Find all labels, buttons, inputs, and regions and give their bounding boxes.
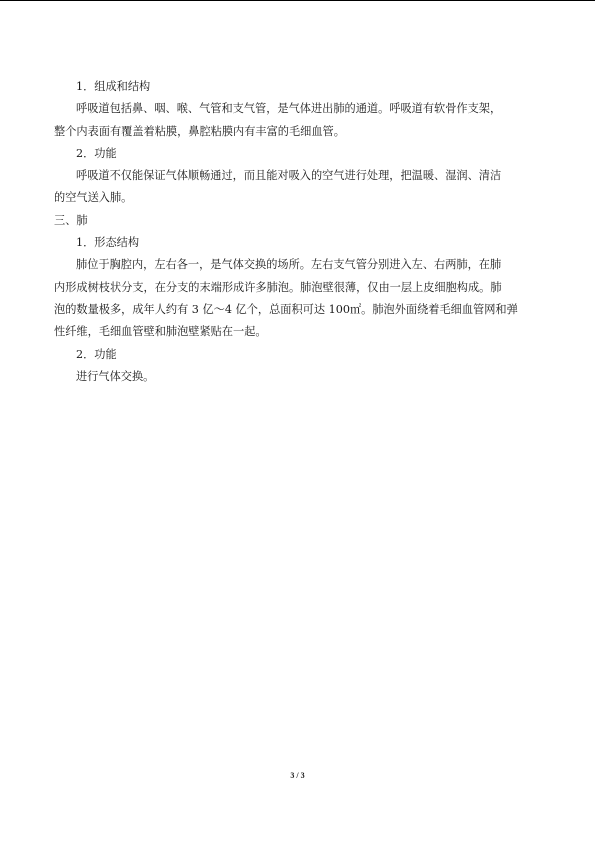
line-6: 的空气送入肺。 bbox=[54, 191, 133, 205]
line-12: 性纤维，毛细血管壁和肺泡壁紧贴在一起。 bbox=[54, 325, 267, 339]
line-10: 内形成树枝状分支，在分支的末端形成许多肺泡。肺泡壁很薄，仅由一层上皮细胞构成。肺 bbox=[54, 280, 502, 294]
line-9: 肺位于胸腔内，左右各一，是气体交换的场所。左右支气管分别进入左、右两肺，在肺 bbox=[76, 258, 502, 272]
header-rule bbox=[0, 0, 595, 1]
page-number: 3 / 3 bbox=[290, 771, 305, 780]
line-8: 1．形态结构 bbox=[76, 236, 140, 250]
line-7: 三、肺 bbox=[54, 213, 88, 227]
line-2: 呼吸道包括鼻、咽、喉、气管和支气管，是气体进出肺的通道。呼吸道有软骨作支架， bbox=[76, 102, 502, 116]
line-5: 呼吸道不仅能保证气体顺畅通过，而且能对吸入的空气进行处理，把温暖、湿润、清洁 bbox=[76, 169, 502, 183]
document-body bbox=[54, 76, 544, 388]
line-1: 1．组成和结构 bbox=[76, 80, 151, 93]
line-11: 泡的数量极多，成年人约有 3 亿～4 亿个，总面积可达 100㎡。肺泡外面绕着毛细血管网和弹 bbox=[54, 302, 518, 316]
line-14: 进行气体交换。 bbox=[76, 369, 155, 383]
line-3: 整个内表面有覆盖着粘膜，鼻腔粘膜内有丰富的毛细血管。 bbox=[54, 124, 345, 138]
line-13: 2．功能 bbox=[76, 347, 117, 361]
line-4: 2．功能 bbox=[76, 146, 117, 160]
